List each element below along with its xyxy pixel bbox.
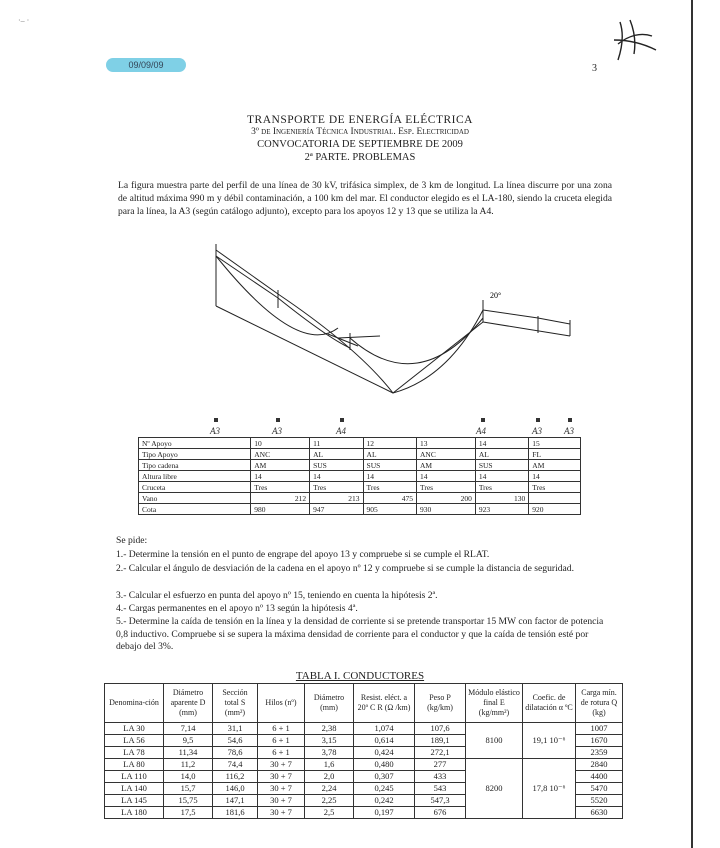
table-row xyxy=(139,438,581,449)
cell: 116,2 xyxy=(213,771,258,783)
question-item: 2.- Calcular el ángulo de desviación de la cadena en el apoyo nº 12 y compruebe si se cumple la distancia de seguridad. xyxy=(116,563,574,574)
angle-label: 20° xyxy=(490,291,502,300)
doc-part: 2ª PARTE. PROBLEMAS xyxy=(304,152,416,163)
cell: 14 xyxy=(417,471,476,482)
table-header-row xyxy=(105,684,623,723)
cell: AL xyxy=(363,449,416,460)
cell: 0,614 xyxy=(354,735,415,747)
cell: SUS xyxy=(310,460,363,471)
cell: 0,307 xyxy=(354,771,415,783)
cell: 5470 xyxy=(576,783,623,795)
cell: 107,6 xyxy=(415,723,466,735)
cell: 6630 xyxy=(576,807,623,819)
question-item: 3.- Calcular el esfuerzo en punta del apoyo nº 15, teniendo en cuenta la hipótesis 2ª. xyxy=(116,590,438,601)
cell: 30 + 7 xyxy=(258,795,305,807)
support-marker xyxy=(536,418,540,422)
cell: 54,6 xyxy=(213,735,258,747)
table-row xyxy=(139,460,581,471)
cell: 433 xyxy=(415,771,466,783)
cell: 2,5 xyxy=(305,807,354,819)
cell: 10 xyxy=(251,438,310,449)
cell: 14 xyxy=(475,471,528,482)
cell: 3,78 xyxy=(305,747,354,759)
intro-paragraph: La figura muestra parte del perfil de una línea de 30 kV, trifásica simplex, de 3 km de longitud. La línea discurre por una zona de altitud máxima 990 m y débil contaminación, a 100 km del mar. El conductor elegido es el LA-180, siendo la cruceta elegida para la línea, la A3 (según catálogo adjunto), excepto para los apoyos 12 y 13 que se utiliza la A4. xyxy=(118,180,612,217)
cell: 31,1 xyxy=(213,723,258,735)
cell: 11 xyxy=(310,438,363,449)
cell: 2840 xyxy=(576,759,623,771)
cell: 30 + 7 xyxy=(258,783,305,795)
cell: Tres xyxy=(475,482,528,493)
cell: 8200 xyxy=(466,759,523,819)
cell: 19,1 10⁻⁶ xyxy=(523,723,576,759)
cell: 6 + 1 xyxy=(258,723,305,735)
cell: 1007 xyxy=(576,723,623,735)
col-header: Módulo elástico final E (kg/mm²) xyxy=(466,684,523,723)
cell: 1670 xyxy=(576,735,623,747)
cell: LA 110 xyxy=(105,771,164,783)
table-row xyxy=(139,482,581,493)
cell: 920 xyxy=(529,504,581,515)
cell: 0,480 xyxy=(354,759,415,771)
support-marker xyxy=(276,418,280,422)
cell: 13 xyxy=(417,438,476,449)
cell: AL xyxy=(310,449,363,460)
cell: 475 xyxy=(363,493,416,504)
cell: 2,38 xyxy=(305,723,354,735)
cell: 4400 xyxy=(576,771,623,783)
cell: 189,1 xyxy=(415,735,466,747)
cell: 1,074 xyxy=(354,723,415,735)
cell: ANC xyxy=(417,449,476,460)
cell: AM xyxy=(417,460,476,471)
cell: 147,1 xyxy=(213,795,258,807)
table-row xyxy=(139,471,581,482)
cell: 14 xyxy=(251,471,310,482)
question-item: 4.- Cargas permanentes en el apoyo nº 13 según la hipótesis 4ª. xyxy=(116,603,358,614)
cell: LA 78 xyxy=(105,747,164,759)
row-label: Tipo cadena xyxy=(139,460,251,471)
cell: 78,6 xyxy=(213,747,258,759)
cell: 9,5 xyxy=(164,735,213,747)
support-marker xyxy=(340,418,344,422)
cell: 14 xyxy=(363,471,416,482)
cell: 8100 xyxy=(466,723,523,759)
cell: Tres xyxy=(529,482,581,493)
cell: 30 + 7 xyxy=(258,807,305,819)
doc-course: 3º de Ingeniería Técnica Industrial. Esp. Electricidad xyxy=(251,127,469,137)
cell: 0,245 xyxy=(354,783,415,795)
cell: AM xyxy=(529,460,581,471)
col-header: Diámetro aparente D (mm) xyxy=(164,684,213,723)
cell: 543 xyxy=(415,783,466,795)
doc-title: TRANSPORTE DE ENERGÍA ELÉCTRICA xyxy=(247,114,473,126)
table-row xyxy=(105,723,623,735)
hand-label: A4 xyxy=(476,426,486,436)
cell: 15,7 xyxy=(164,783,213,795)
cell: LA 180 xyxy=(105,807,164,819)
cell: Tres xyxy=(417,482,476,493)
cell: Tres xyxy=(251,482,310,493)
cell: 0,242 xyxy=(354,795,415,807)
cell: 277 xyxy=(415,759,466,771)
supports-table xyxy=(138,437,581,515)
cell: SUS xyxy=(475,460,528,471)
cell xyxy=(529,493,581,504)
cell: 0,424 xyxy=(354,747,415,759)
cell: 212 xyxy=(251,493,310,504)
row-label: Cruceta xyxy=(139,482,251,493)
cell: 14 xyxy=(529,471,581,482)
doc-call: CONVOCATORIA DE SEPTIEMBRE DE 2009 xyxy=(257,139,463,150)
cell: 14,0 xyxy=(164,771,213,783)
cell: 11,2 xyxy=(164,759,213,771)
hand-label: A4 xyxy=(336,426,346,436)
cell: 146,0 xyxy=(213,783,258,795)
cell: 213 xyxy=(310,493,363,504)
signature-mark xyxy=(600,14,660,64)
cell: 6 + 1 xyxy=(258,735,305,747)
cell: 17,5 xyxy=(164,807,213,819)
cell: 17,8 10⁻⁶ xyxy=(523,759,576,819)
hand-label: A3 xyxy=(564,426,574,436)
scan-dot: ·‒ · xyxy=(18,16,30,25)
cell: 2,25 xyxy=(305,795,354,807)
cell: 15 xyxy=(529,438,581,449)
support-marker xyxy=(214,418,218,422)
col-header: Diámetro (mm) xyxy=(305,684,354,723)
cell: FL xyxy=(529,449,581,460)
conductors-table xyxy=(104,683,623,819)
cell: 930 xyxy=(417,504,476,515)
row-label: Nº Apoyo xyxy=(139,438,251,449)
cell: 2,0 xyxy=(305,771,354,783)
col-header: Carga mín. de rotura Q (kg) xyxy=(576,684,623,723)
cell: 1,6 xyxy=(305,759,354,771)
hand-label: A3 xyxy=(532,426,542,436)
cell: 947 xyxy=(310,504,363,515)
table-row xyxy=(139,493,581,504)
cell: AL xyxy=(475,449,528,460)
cell: 0,197 xyxy=(354,807,415,819)
page-number: 3 xyxy=(592,63,597,74)
cell: 74,4 xyxy=(213,759,258,771)
col-header: Resist. eléct. a 20º C R (Ω /km) xyxy=(354,684,415,723)
cell: 14 xyxy=(475,438,528,449)
cell: 11,34 xyxy=(164,747,213,759)
cell: Tres xyxy=(363,482,416,493)
cell: 923 xyxy=(475,504,528,515)
line-profile-diagram xyxy=(118,238,588,438)
cell: Tres xyxy=(310,482,363,493)
cell: 12 xyxy=(363,438,416,449)
conductors-table-title: TABLA I. CONDUCTORES xyxy=(295,670,425,682)
cell: LA 80 xyxy=(105,759,164,771)
cell: 7,14 xyxy=(164,723,213,735)
cell: 272,1 xyxy=(415,747,466,759)
cell: 200 xyxy=(417,493,476,504)
question-item: 1.- Determine la tensión en el punto de engrape del apoyo 13 y compruebe si se cumple el RLAT. xyxy=(116,549,490,560)
row-label: Vano xyxy=(139,493,251,504)
cell: 6 + 1 xyxy=(258,747,305,759)
support-marker xyxy=(481,418,485,422)
table-row xyxy=(139,449,581,460)
col-header: Coefic. de dilatación α ºC xyxy=(523,684,576,723)
cell: 130 xyxy=(475,493,528,504)
col-header: Peso P (kg/km) xyxy=(415,684,466,723)
hand-label: A3 xyxy=(272,426,282,436)
cell: 30 + 7 xyxy=(258,771,305,783)
col-header: Sección total S (mm²) xyxy=(213,684,258,723)
cell: 905 xyxy=(363,504,416,515)
questions-heading: Se pide: xyxy=(116,535,148,546)
date-stamp: 09/09/09 xyxy=(106,58,186,72)
cell: ANC xyxy=(251,449,310,460)
cell: LA 30 xyxy=(105,723,164,735)
cell: LA 140 xyxy=(105,783,164,795)
cell: 30 + 7 xyxy=(258,759,305,771)
cell: AM xyxy=(251,460,310,471)
cell: 2359 xyxy=(576,747,623,759)
col-header: Hilos (nº) xyxy=(258,684,305,723)
table-row xyxy=(105,759,623,771)
cell: LA 56 xyxy=(105,735,164,747)
cell: 2,24 xyxy=(305,783,354,795)
cell: 3,15 xyxy=(305,735,354,747)
col-header: Denomina-ción xyxy=(105,684,164,723)
hand-label: A3 xyxy=(210,426,220,436)
row-label: Tipo Apoyo xyxy=(139,449,251,460)
cell: LA 145 xyxy=(105,795,164,807)
table-row xyxy=(139,504,581,515)
cell: 181,6 xyxy=(213,807,258,819)
cell: 547,3 xyxy=(415,795,466,807)
row-label: Altura libre xyxy=(139,471,251,482)
support-marker xyxy=(568,418,572,422)
cell: 5520 xyxy=(576,795,623,807)
cell: 676 xyxy=(415,807,466,819)
question-item: 5.- Determine la caída de tensión en la línea y la densidad de corriente si se pretende transportar 15 MW con factor de potencia 0,8 inductivo. Compruebe si se supera la máxima densidad de corriente para el conductor y que la caída de tensión esté por debajo del 3%. xyxy=(116,616,604,652)
cell: SUS xyxy=(363,460,416,471)
cell: 15,75 xyxy=(164,795,213,807)
cell: 980 xyxy=(251,504,310,515)
row-label: Cota xyxy=(139,504,251,515)
cell: 14 xyxy=(310,471,363,482)
